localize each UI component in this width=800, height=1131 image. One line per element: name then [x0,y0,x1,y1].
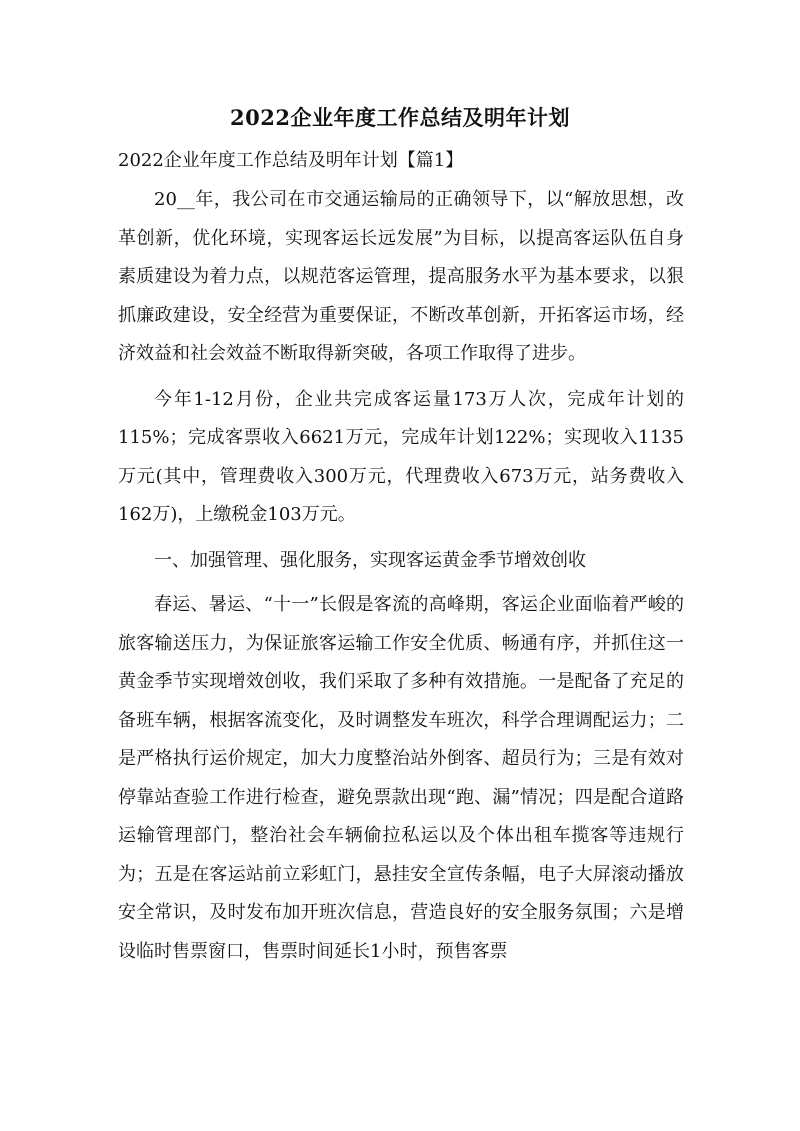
paragraph-measures: 春运、暑运、“十一”长假是客流的高峰期，客运企业面临着严峻的旅客输送压力，为保证旅客运输工作安全优质、畅通有序，并抓住这一黄金季节实现增效创收，我们采取了多种有效措施。一是配备了充足的备班车辆，根据客流变化，及时调整发车班次，科学合理调配运力；二是严格执行运价规定，加大力度整治站外倒客、超员行为；三是有效对停靠站查验工作进行检查，避免票款出现“跑、漏”情况；四是配合道路运输管理部门，整治社会车辆偷拉私运以及个体出租车揽客等违规行为；五是在客运站前立彩虹门，悬挂安全宣传条幅，电子大屏滚动播放安全常识，及时发布加开班次信息，营造良好的安全服务氛围；六是增设临时售票窗口，售票时间延长1小时，预售客票 [118,594,684,962]
document-title: 2022企业年度工作总结及明年计划 [230,105,570,130]
paragraph-intro: 20__年，我公司在市交通运输局的正确领导下，以“解放思想，改革创新，优化环境，实现客运长远发展”为目标，以提高客运队伍自身素质建设为着力点，以规范客运管理，提高服务水平为基本要求，以狠抓廉政建设，安全经营为重要保证，不断改革创新，开拓客运市场，经济效益和社会效益不断取得新突破，各项工作取得了进步。 [118,189,684,364]
document-body [118,181,684,978]
section-heading: 一、加强管理、强化服务，实现客运黄金季节增效创收 [154,549,586,571]
paragraph-statistics: 今年1-12月份，企业共完成客运量173万人次，完成年计划的115%；完成客票收入6621万元，完成年计划122%；实现收入1135万元(其中，管理费收入300万元，代理费收入673万元，站务费收入162万)，上缴税金103万元。 [118,388,684,525]
section-subtitle: 2022企业年度工作总结及明年计划【篇1】 [118,150,464,171]
